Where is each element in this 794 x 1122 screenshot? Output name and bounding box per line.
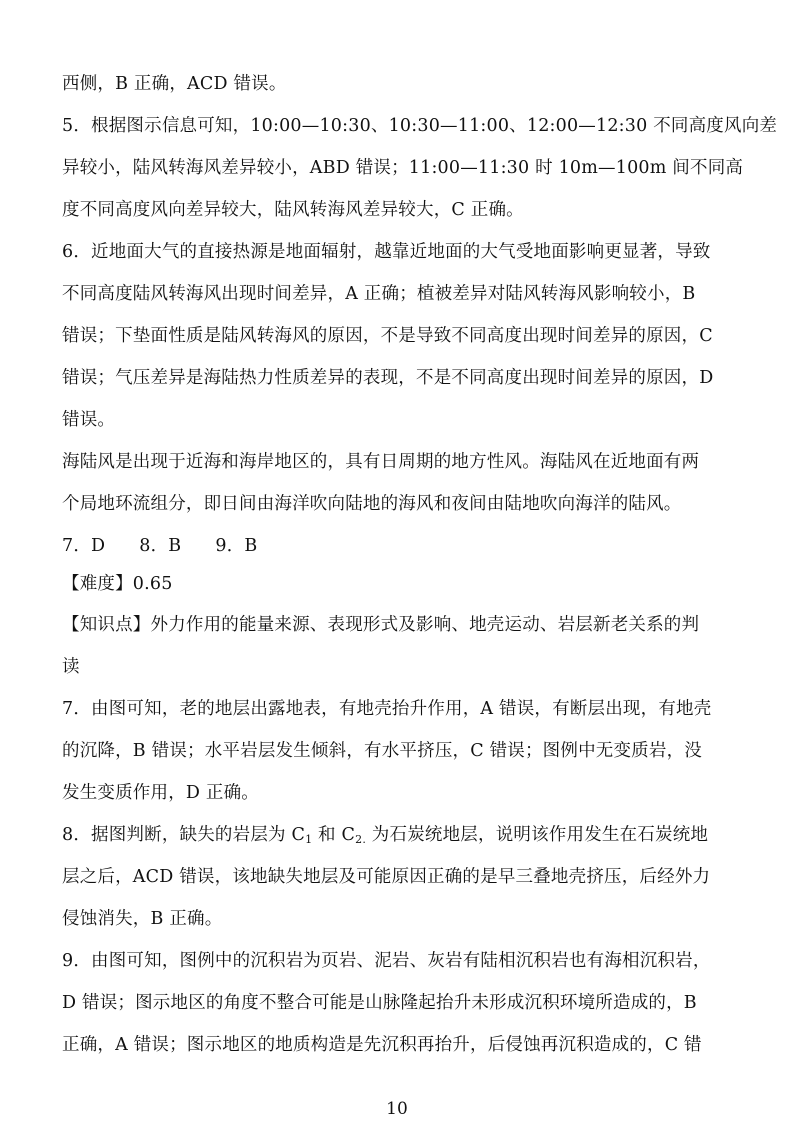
knowledge-points: 【知识点】外力作用的能量来源、表现形式及影响、地壳运动、岩层新老关系的判: [62, 615, 700, 635]
q8-line: 层之后，ACD 错误，该地缺失地层及可能原因正确的是早三叠地壳挤压，后经外力: [62, 867, 711, 887]
q9-line: 9．由图可知，图例中的沉积岩为页岩、泥岩、灰岩有陆相沉积岩也有海相沉积岩，: [62, 951, 711, 971]
q8-text: 为石炭统地层，说明该作用发生在石炭统地: [366, 825, 709, 845]
q7-line: 7．由图可知，老的地层出露地表，有地壳抬升作用，A 错误，有断层出现，有地壳: [62, 699, 712, 719]
page-number: 10: [386, 1099, 408, 1119]
q8-line: 侵蚀消失，B 正确。: [62, 909, 223, 929]
subscript: 2.: [355, 833, 367, 846]
knowledge-points-cont: 读: [62, 657, 80, 677]
text-line: 海陆风是出现于近海和海岸地区的，具有日周期的地方性风。海陆风在近地面有两: [62, 452, 700, 472]
q8-line: [62, 823, 742, 847]
q7-line: 的沉降，B 错误；水平岩层发生倾斜，有水平挤压，C 错误；图例中无变质岩，没: [62, 741, 702, 761]
text-line: 5．根据图示信息可知，10:00—10:30、10:30—11:00、12:00—12:30 不同高度风向差: [62, 116, 778, 136]
answer-7: 7．D: [62, 536, 106, 556]
text-line: 个局地环流组分，即日间由海洋吹向陆地的海风和夜间由陆地吹向海洋的陆风。: [62, 494, 682, 514]
q7-line: 发生变质作用，D 正确。: [62, 783, 259, 803]
text-line: 度不同高度风向差异较大，陆风转海风差异较大，C 正确。: [62, 200, 524, 220]
answer-8: 8．B: [139, 536, 182, 556]
subscript: 1: [305, 833, 313, 846]
text-line: 错误；下垫面性质是陆风转海风的原因，不是导致不同高度出现时间差异的原因，C: [62, 326, 713, 346]
difficulty-label: 【难度】0.65: [62, 574, 173, 594]
text-line: 6．近地面大气的直接热源是地面辐射，越靠近地面的大气受地面影响更显著，导致: [62, 242, 711, 262]
q8-text: 8．据图判断，缺失的岩层为 C: [62, 825, 306, 845]
text-line: 异较小，陆风转海风差异较小，ABD 错误；11:00—11:30 时 10m—100m 间不同高: [62, 158, 744, 178]
answer-9: 9．B: [215, 536, 258, 556]
text-line: 错误。: [62, 410, 116, 430]
text-line: 不同高度陆风转海风出现时间差异，A 正确；植被差异对陆风转海风影响较小，B: [62, 284, 696, 304]
text-line: 错误；气压差异是海陆热力性质差异的表现，不是不同高度出现时间差异的原因，D: [62, 368, 714, 388]
q9-line: D 错误；图示地区的角度不整合可能是山脉隆起抬升未形成沉积环境所造成的，B: [62, 993, 697, 1013]
text-line: 西侧，B 正确，ACD 错误。: [62, 74, 287, 94]
q9-line: 正确，A 错误；图示地区的地质构造是先沉积再抬升，后侵蚀再沉积造成的，C 错: [62, 1035, 702, 1055]
q8-text: 和 C: [312, 825, 356, 845]
answer-key: [62, 534, 742, 558]
